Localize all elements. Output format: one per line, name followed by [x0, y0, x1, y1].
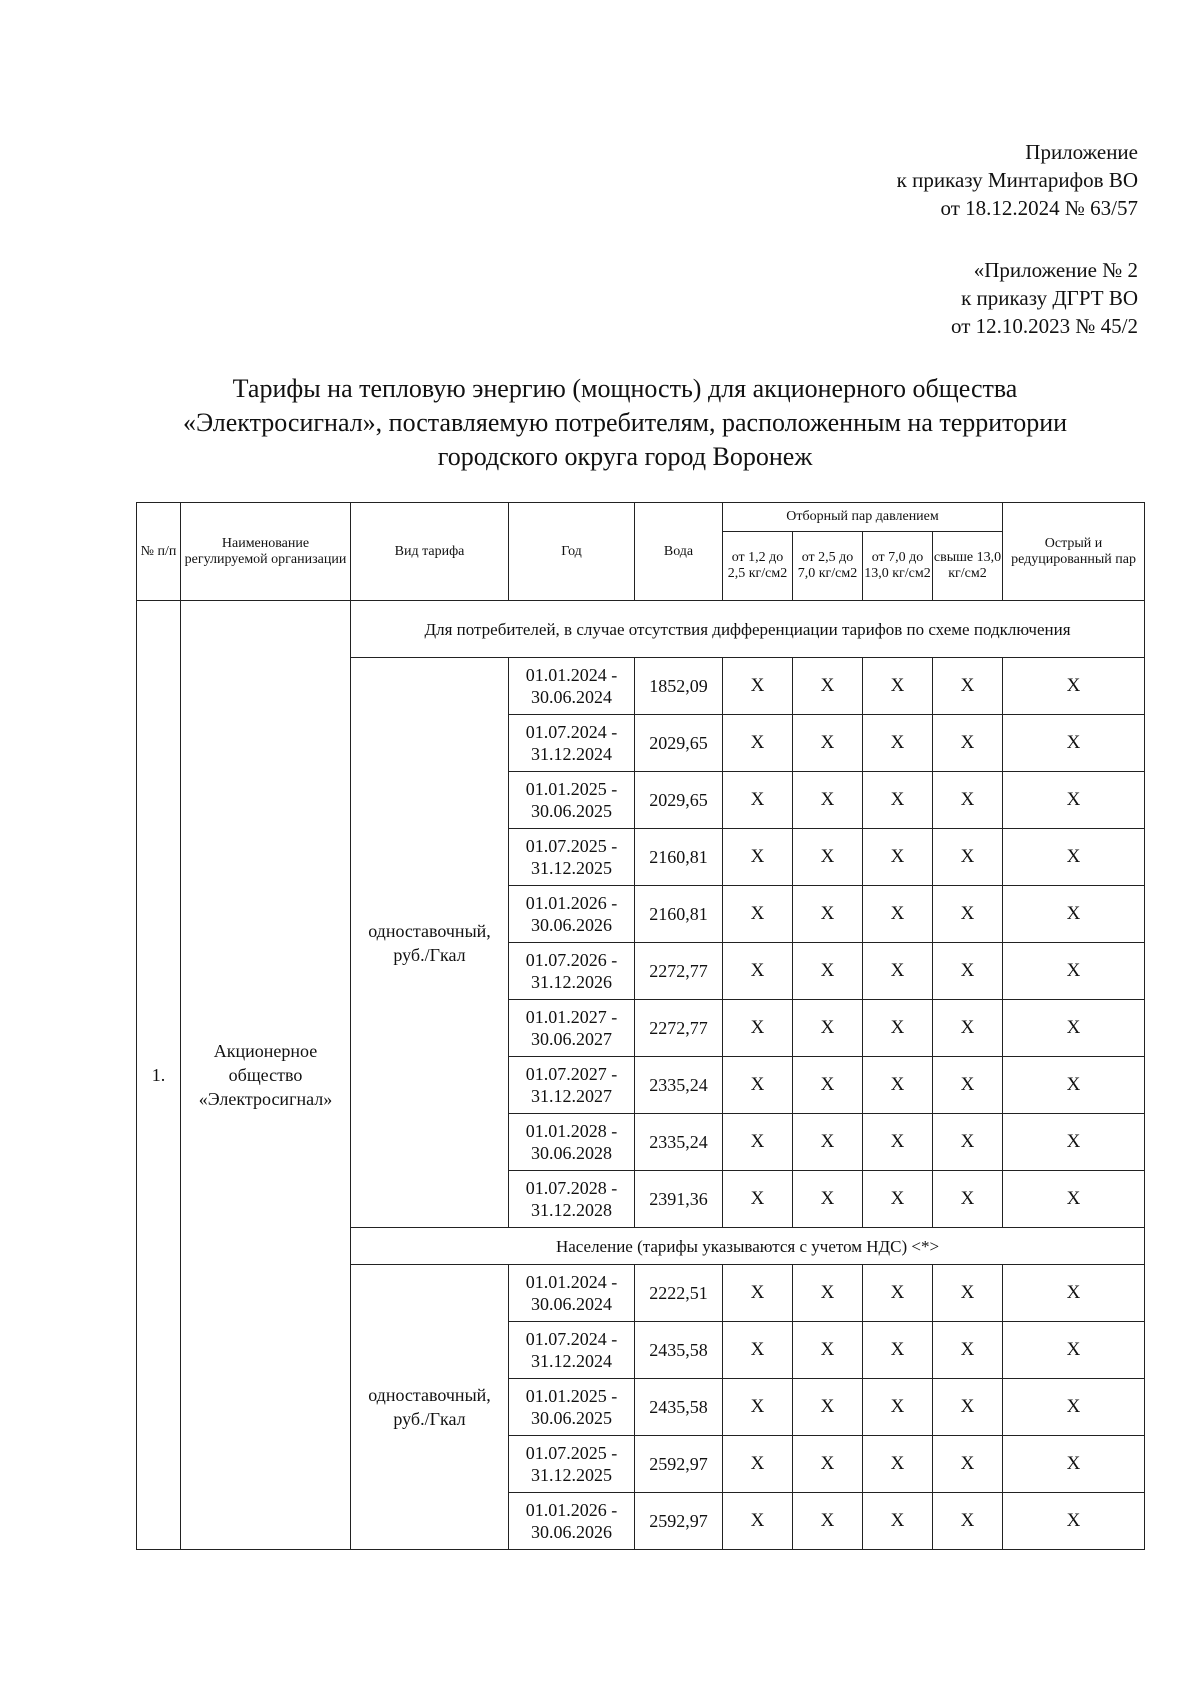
- organization-name: Акционерное общество «Электросигнал»: [181, 601, 351, 1550]
- section-title: Для потребителей, в случае отсутствия дифференциации тарифов по схеме подключения: [351, 601, 1145, 658]
- not-applicable-cell: X: [793, 1436, 863, 1493]
- tariff-table: [136, 502, 1145, 1550]
- tariff-type: одноставочный, руб./Гкал: [351, 1265, 509, 1550]
- header-num: № п/п: [137, 503, 181, 601]
- not-applicable-cell: X: [933, 943, 1003, 1000]
- not-applicable-cell: X: [863, 715, 933, 772]
- not-applicable-cell: X: [723, 1436, 793, 1493]
- not-applicable-cell: X: [723, 715, 793, 772]
- header-water: Вода: [635, 503, 723, 601]
- not-applicable-cell: X: [1003, 658, 1145, 715]
- not-applicable-cell: X: [863, 943, 933, 1000]
- not-applicable-cell: X: [723, 1114, 793, 1171]
- header-tariff-type: Вид тарифа: [351, 503, 509, 601]
- period-cell: 01.01.2028 - 30.06.2028: [509, 1114, 635, 1171]
- document-title: [110, 372, 1140, 474]
- not-applicable-cell: X: [933, 1114, 1003, 1171]
- not-applicable-cell: X: [723, 829, 793, 886]
- water-tariff-cell: 2029,65: [635, 715, 723, 772]
- header-year: Год: [509, 503, 635, 601]
- period-cell: 01.01.2024 - 30.06.2024: [509, 658, 635, 715]
- not-applicable-cell: X: [793, 1114, 863, 1171]
- period-cell: 01.07.2028 - 31.12.2028: [509, 1171, 635, 1228]
- not-applicable-cell: X: [1003, 715, 1145, 772]
- not-applicable-cell: X: [723, 658, 793, 715]
- not-applicable-cell: X: [863, 886, 933, 943]
- not-applicable-cell: X: [793, 1171, 863, 1228]
- not-applicable-cell: X: [863, 658, 933, 715]
- header-pressure-group: Отборный пар давлением: [723, 503, 1003, 532]
- not-applicable-cell: X: [793, 829, 863, 886]
- title-line: «Электросигнал», поставляемую потребителям, расположенным на территории: [182, 408, 1068, 437]
- not-applicable-cell: X: [933, 829, 1003, 886]
- tariff-type: одноставочный, руб./Гкал: [351, 658, 509, 1228]
- not-applicable-cell: X: [1003, 1322, 1145, 1379]
- not-applicable-cell: X: [723, 1057, 793, 1114]
- water-tariff-cell: 2335,24: [635, 1114, 723, 1171]
- period-cell: 01.07.2024 - 31.12.2024: [509, 715, 635, 772]
- not-applicable-cell: X: [793, 772, 863, 829]
- not-applicable-cell: X: [1003, 772, 1145, 829]
- period-cell: 01.07.2027 - 31.12.2027: [509, 1057, 635, 1114]
- not-applicable-cell: X: [1003, 1493, 1145, 1550]
- not-applicable-cell: X: [723, 1322, 793, 1379]
- not-applicable-cell: X: [793, 886, 863, 943]
- header-pressure-2: от 2,5 до 7,0 кг/см2: [793, 532, 863, 601]
- period-cell: 01.07.2025 - 31.12.2025: [509, 1436, 635, 1493]
- header-pressure-3: от 7,0 до 13,0 кг/см2: [863, 532, 933, 601]
- not-applicable-cell: X: [723, 1493, 793, 1550]
- not-applicable-cell: X: [933, 1171, 1003, 1228]
- not-applicable-cell: X: [793, 1493, 863, 1550]
- water-tariff-cell: 2435,58: [635, 1322, 723, 1379]
- header-org: Наименование регулируемой организации: [181, 503, 351, 601]
- not-applicable-cell: X: [933, 1493, 1003, 1550]
- not-applicable-cell: X: [933, 1057, 1003, 1114]
- tariff-table-body: [137, 601, 1145, 1550]
- not-applicable-cell: X: [1003, 1114, 1145, 1171]
- not-applicable-cell: X: [793, 658, 863, 715]
- annex-ref-line: от 12.10.2023 № 45/2: [950, 314, 1138, 338]
- title-line: городского округа город Воронеж: [437, 442, 813, 471]
- not-applicable-cell: X: [1003, 1000, 1145, 1057]
- water-tariff-cell: 2592,97: [635, 1436, 723, 1493]
- water-tariff-cell: 2272,77: [635, 1000, 723, 1057]
- section-title: Население (тарифы указываются с учетом НДС) <*>: [351, 1228, 1145, 1265]
- header-sharp-steam: Острый и редуцированный пар: [1003, 503, 1145, 601]
- not-applicable-cell: X: [793, 715, 863, 772]
- water-tariff-cell: 2272,77: [635, 943, 723, 1000]
- period-cell: 01.01.2026 - 30.06.2026: [509, 1493, 635, 1550]
- not-applicable-cell: X: [723, 1000, 793, 1057]
- not-applicable-cell: X: [793, 943, 863, 1000]
- not-applicable-cell: X: [1003, 1436, 1145, 1493]
- period-cell: 01.01.2026 - 30.06.2026: [509, 886, 635, 943]
- period-cell: 01.01.2025 - 30.06.2025: [509, 1379, 635, 1436]
- not-applicable-cell: X: [863, 1265, 933, 1322]
- annex-reference: [951, 256, 1138, 340]
- not-applicable-cell: X: [723, 772, 793, 829]
- annex-ref-line: к приказу ДГРТ ВО: [961, 286, 1138, 310]
- not-applicable-cell: X: [933, 715, 1003, 772]
- not-applicable-cell: X: [723, 943, 793, 1000]
- period-cell: 01.01.2024 - 30.06.2024: [509, 1265, 635, 1322]
- water-tariff-cell: 2391,36: [635, 1171, 723, 1228]
- annex-ref-line: «Приложение № 2: [973, 258, 1138, 282]
- not-applicable-cell: X: [723, 1379, 793, 1436]
- not-applicable-cell: X: [933, 1379, 1003, 1436]
- not-applicable-cell: X: [863, 772, 933, 829]
- period-cell: 01.07.2024 - 31.12.2024: [509, 1322, 635, 1379]
- not-applicable-cell: X: [863, 1057, 933, 1114]
- water-tariff-cell: 2160,81: [635, 829, 723, 886]
- not-applicable-cell: X: [793, 1379, 863, 1436]
- period-cell: 01.07.2025 - 31.12.2025: [509, 829, 635, 886]
- not-applicable-cell: X: [793, 1322, 863, 1379]
- not-applicable-cell: X: [793, 1057, 863, 1114]
- water-tariff-cell: 2435,58: [635, 1379, 723, 1436]
- annex-line: от 18.12.2024 № 63/57: [940, 196, 1138, 220]
- not-applicable-cell: X: [933, 772, 1003, 829]
- not-applicable-cell: X: [863, 1114, 933, 1171]
- header-pressure-4: свыше 13,0 кг/см2: [933, 532, 1003, 601]
- not-applicable-cell: X: [863, 1171, 933, 1228]
- row-number: 1.: [137, 601, 181, 1550]
- water-tariff-cell: 1852,09: [635, 658, 723, 715]
- period-cell: 01.01.2027 - 30.06.2027: [509, 1000, 635, 1057]
- not-applicable-cell: X: [1003, 1171, 1145, 1228]
- title-line: Тарифы на тепловую энергию (мощность) для акционерного общества: [232, 374, 1018, 403]
- not-applicable-cell: X: [863, 829, 933, 886]
- not-applicable-cell: X: [863, 1379, 933, 1436]
- annex-line: Приложение: [1025, 140, 1138, 164]
- not-applicable-cell: X: [1003, 1379, 1145, 1436]
- not-applicable-cell: X: [933, 1265, 1003, 1322]
- not-applicable-cell: X: [1003, 886, 1145, 943]
- not-applicable-cell: X: [793, 1000, 863, 1057]
- water-tariff-cell: 2029,65: [635, 772, 723, 829]
- not-applicable-cell: X: [933, 886, 1003, 943]
- not-applicable-cell: X: [723, 1265, 793, 1322]
- not-applicable-cell: X: [1003, 829, 1145, 886]
- not-applicable-cell: X: [933, 658, 1003, 715]
- water-tariff-cell: 2335,24: [635, 1057, 723, 1114]
- header-pressure-1: от 1,2 до 2,5 кг/см2: [723, 532, 793, 601]
- not-applicable-cell: X: [863, 1436, 933, 1493]
- not-applicable-cell: X: [933, 1436, 1003, 1493]
- period-cell: 01.01.2025 - 30.06.2025: [509, 772, 635, 829]
- water-tariff-cell: 2160,81: [635, 886, 723, 943]
- not-applicable-cell: X: [933, 1322, 1003, 1379]
- water-tariff-cell: 2222,51: [635, 1265, 723, 1322]
- not-applicable-cell: X: [863, 1493, 933, 1550]
- not-applicable-cell: X: [863, 1322, 933, 1379]
- not-applicable-cell: X: [863, 1000, 933, 1057]
- annex-line: к приказу Минтарифов ВО: [896, 168, 1138, 192]
- not-applicable-cell: X: [1003, 1057, 1145, 1114]
- not-applicable-cell: X: [1003, 1265, 1145, 1322]
- not-applicable-cell: X: [933, 1000, 1003, 1057]
- not-applicable-cell: X: [723, 886, 793, 943]
- not-applicable-cell: X: [1003, 943, 1145, 1000]
- water-tariff-cell: 2592,97: [635, 1493, 723, 1550]
- period-cell: 01.07.2026 - 31.12.2026: [509, 943, 635, 1000]
- not-applicable-cell: X: [723, 1171, 793, 1228]
- not-applicable-cell: X: [793, 1265, 863, 1322]
- annex-header: [897, 138, 1138, 222]
